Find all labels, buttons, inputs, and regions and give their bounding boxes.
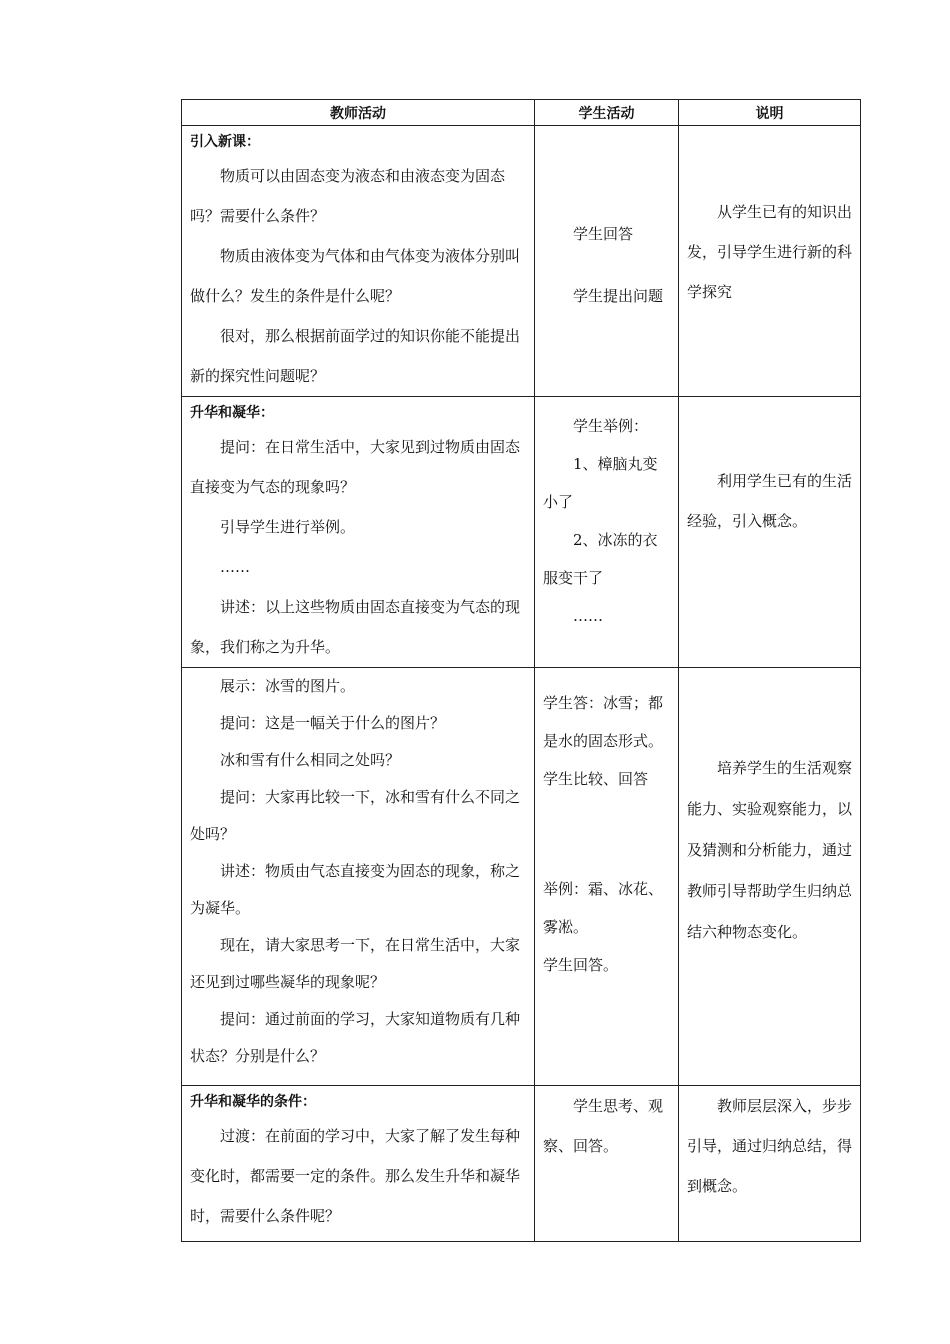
- paragraph: 讲述：以上这些物质由固态直接变为气态的现象，我们称之为升华。: [190, 598, 521, 656]
- header-teacher-activity: 教师活动: [182, 100, 535, 126]
- student-cell: [535, 1086, 679, 1242]
- student-text: 学生比较、回答: [543, 770, 649, 788]
- note-text: 培养学生的生活观察能力、实验观察能力，以及猜测和分析能力，通过教师引导帮助学生归纳总结六种物态变化。: [687, 759, 853, 941]
- student-text: ……: [573, 607, 603, 625]
- note-text: 从学生已有的知识出发，引导学生进行新的科学探究: [687, 203, 853, 301]
- note-text: 教师层层深入，步步引导，通过归纳总结，得到概念。: [687, 1097, 853, 1195]
- paragraph: 物质可以由固态变为液态和由液态变为固态吗？需要什么条件？: [190, 167, 506, 225]
- paragraph: 提问：在日常生活中，大家见到过物质由固态直接变为气态的现象吗？: [190, 438, 521, 496]
- section-heading: 升华和凝华的条件：: [190, 1094, 316, 1110]
- lesson-plan-table: [181, 99, 861, 1242]
- note-cell: [679, 126, 861, 397]
- header-student-activity: 学生活动: [535, 100, 679, 126]
- student-cell: [535, 126, 679, 397]
- teacher-cell: [182, 1086, 535, 1242]
- paragraph: 物质由液体变为气体和由气体变为液体分别叫做什么？发生的条件是什么呢？: [190, 247, 521, 305]
- section-heading: 升华和凝华：: [190, 405, 274, 421]
- student-text: 2、冰冻的衣服变干了: [543, 531, 658, 587]
- student-cell: [535, 397, 679, 668]
- teacher-cell: [182, 668, 535, 1086]
- note-cell: [679, 668, 861, 1086]
- paragraph: 很对，那么根据前面学过的知识你能不能提出新的探究性问题呢？: [190, 327, 521, 385]
- paragraph: 展示：冰雪的图片。: [220, 677, 356, 695]
- student-text: 学生举例：: [573, 417, 649, 435]
- paragraph: 过渡：在前面的学习中，大家了解了发生每种变化时，都需要一定的条件。那么发生升华和凝华时，需要什么条件呢？: [190, 1127, 521, 1225]
- teacher-cell: [182, 126, 535, 397]
- header-row: [182, 100, 861, 126]
- paragraph: 讲述：物质由气态直接变为固态的现象，称之为凝华。: [190, 862, 521, 917]
- paragraph: 提问：通过前面的学习，大家知道物质有几种状态？分别是什么？: [190, 1010, 521, 1065]
- paragraph: 冰和雪有什么相同之处吗？: [220, 751, 401, 769]
- paragraph: ……: [220, 558, 250, 576]
- student-text: 学生回答。: [543, 956, 619, 974]
- student-text: 学生回答: [573, 225, 634, 243]
- student-text: 举例：霜、冰花、雾凇。: [543, 880, 664, 936]
- paragraph: 现在，请大家思考一下，在日常生活中，大家还见到过哪些凝华的现象呢？: [190, 936, 521, 991]
- paragraph: 引导学生进行举例。: [220, 518, 356, 536]
- table-row: [182, 1086, 861, 1242]
- table-row: [182, 126, 861, 397]
- student-text: 学生答：冰雪；都是水的固态形式。: [543, 694, 664, 750]
- student-text: 学生思考、观察、回答。: [543, 1097, 664, 1155]
- paragraph: 提问：这是一幅关于什么的图片？: [220, 714, 446, 732]
- note-text: 利用学生已有的生活经验，引入概念。: [687, 472, 853, 530]
- header-notes: 说明: [679, 100, 861, 126]
- paragraph: 提问：大家再比较一下，冰和雪有什么不同之处吗？: [190, 788, 521, 843]
- student-cell: [535, 668, 679, 1086]
- table-row: [182, 397, 861, 668]
- note-cell: [679, 1086, 861, 1242]
- student-text: 1、樟脑丸变小了: [543, 455, 658, 511]
- section-heading: 引入新课：: [190, 134, 260, 150]
- student-text: 学生提出问题: [573, 287, 664, 305]
- table-row: [182, 668, 861, 1086]
- note-cell: [679, 397, 861, 668]
- teacher-cell: [182, 397, 535, 668]
